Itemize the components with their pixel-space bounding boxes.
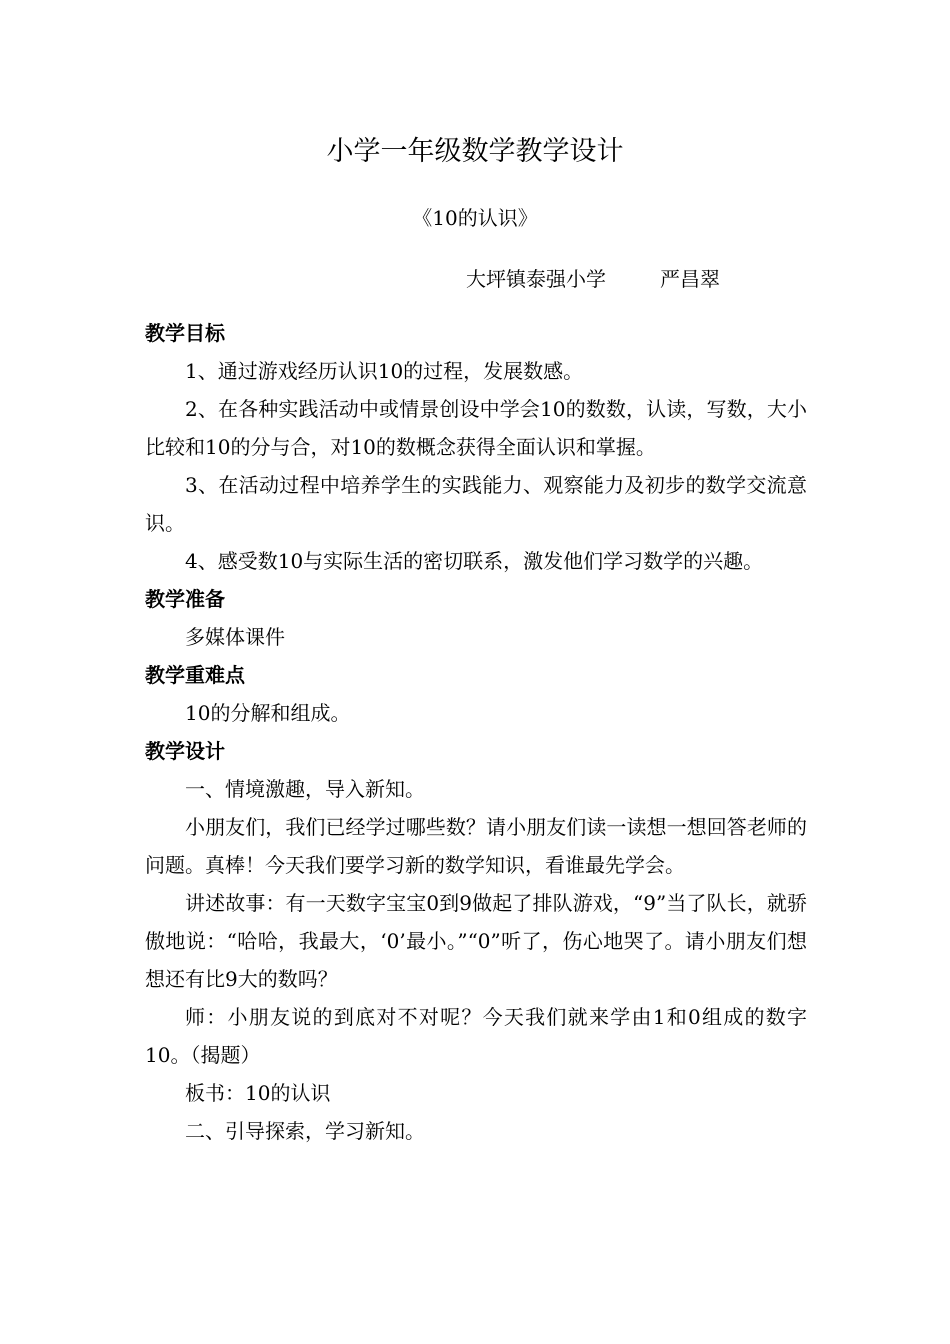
- goal-item: 4、感受数10与实际生活的密切联系，激发他们学习数学的兴趣。: [185, 549, 764, 573]
- design-paragraph: 小朋友们，我们已经学过哪些数？请小朋友们读一读想一想回答老师的问题。真棒！今天我们要学习新的数学知识，看谁最先学会。: [145, 815, 807, 877]
- lesson-subtitle: 《10的认识》: [412, 206, 538, 230]
- school-name: 大坪镇泰强小学: [466, 267, 606, 291]
- design-paragraph: 二、引导探索，学习新知。: [185, 1119, 425, 1143]
- design-paragraph: 一、情境激趣，导入新知。: [185, 777, 425, 801]
- document-body: [145, 314, 807, 1150]
- section-heading-preparation: 教学准备: [145, 587, 225, 611]
- preparation-text: 多媒体课件: [185, 625, 285, 649]
- author-name: 严昌翠: [660, 267, 720, 291]
- goal-item: 2、在各种实践活动中或情景创设中学会10的数数，认读，写数，大小比较和10的分与合，对10的数概念获得全面认识和掌握。: [145, 397, 807, 459]
- key-points-text: 10的分解和组成。: [185, 701, 351, 725]
- section-heading-key-points: 教学重难点: [145, 663, 245, 687]
- document-title: 小学一年级数学教学设计: [326, 136, 624, 167]
- goal-item: 1、通过游戏经历认识10的过程，发展数感。: [185, 359, 584, 383]
- author-line: [466, 265, 720, 293]
- design-paragraph: 讲述故事：有一天数字宝宝0到9做起了排队游戏，“9”当了队长，就骄傲地说：“哈哈，我最大，‘0’最小。”“0”听了，伤心地哭了。请小朋友们想想还有比9大的数吗？: [145, 891, 807, 991]
- design-paragraph: 板书：10的认识: [185, 1081, 331, 1105]
- design-paragraph: 师：小朋友说的到底对不对呢？今天我们就来学由1和0组成的数字10。（揭题）: [145, 1005, 807, 1067]
- section-heading-goals: 教学目标: [145, 321, 225, 345]
- section-heading-design: 教学设计: [145, 739, 225, 763]
- goal-item: 3、在活动过程中培养学生的实践能力、观察能力及初步的数学交流意识。: [145, 473, 807, 535]
